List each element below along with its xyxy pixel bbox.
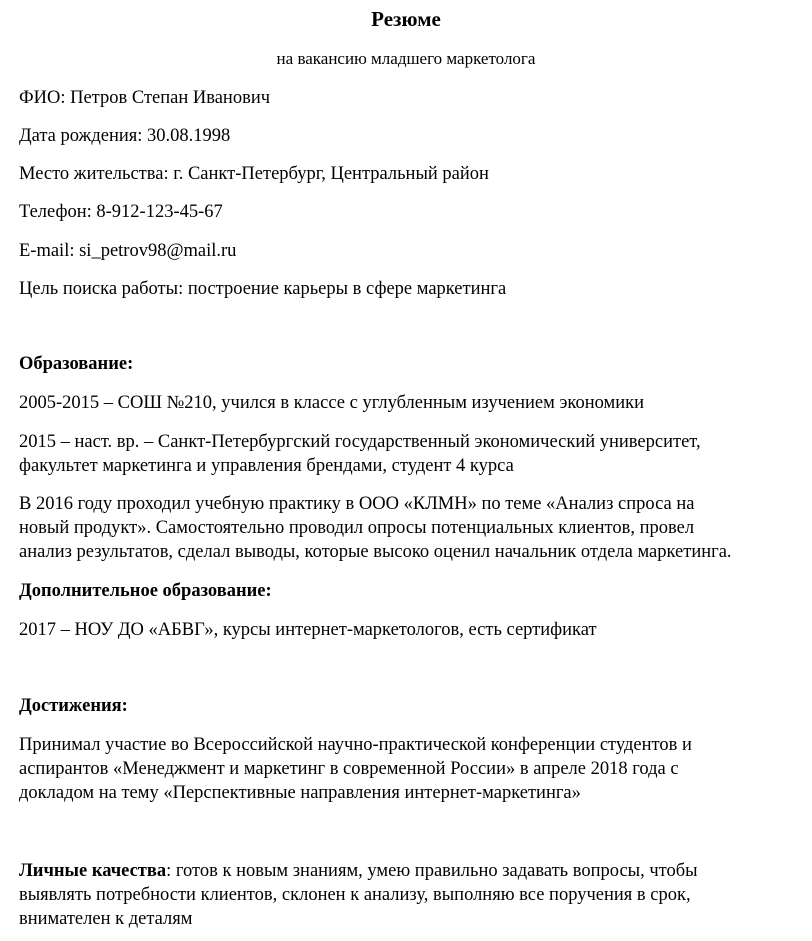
birth-date: Дата рождения: 30.08.1998	[19, 126, 231, 146]
personal-qualities-text: : готов к новым знаниям, умею правильно задавать вопросы, чтобы	[166, 861, 698, 881]
achievements-line: докладом на тему «Перспективные направления интернет-маркетинга»	[19, 783, 581, 803]
personal-qualities-line: выявлять потребности клиентов, склонен к анализу, выполняю все поручения в срок,	[19, 885, 691, 905]
personal-qualities-line: внимателен к деталям	[19, 909, 193, 929]
job-goal: Цель поиска работы: построение карьеры в сфере маркетинга	[19, 279, 507, 299]
full-name: ФИО: Петров Степан Иванович	[19, 88, 271, 108]
education-school: 2005-2015 – СОШ №210, учился в классе с углубленным изучением экономики	[19, 393, 644, 413]
additional-education-course: 2017 – НОУ ДО «АБВГ», курсы интернет-маркетологов, есть сертификат	[19, 620, 597, 640]
page-title: Резюме	[371, 7, 441, 31]
personal-qualities-line	[19, 860, 698, 882]
education-practice-line: В 2016 году проходил учебную практику в ООО «КЛМН» по теме «Анализ спроса на	[19, 494, 695, 514]
education-university-line: факультет маркетинга и управления брендами, студент 4 курса	[19, 456, 514, 476]
email: E-mail: si_petrov98@mail.ru	[19, 241, 237, 261]
additional-education-heading: Дополнительное образование:	[19, 581, 272, 601]
achievements-line: Принимал участие во Всероссийской научно-практической конференции студентов и	[19, 735, 692, 755]
education-heading: Образование:	[19, 354, 134, 374]
residence: Место жительства: г. Санкт-Петербург, Центральный район	[19, 164, 489, 184]
personal-qualities-label: Личные качества	[19, 861, 167, 881]
achievements-heading: Достижения:	[19, 696, 128, 716]
education-university-line: 2015 – наст. вр. – Санкт-Петербургский государственный экономический университет,	[19, 432, 701, 452]
education-practice-line: новый продукт». Самостоятельно проводил опросы потенциальных клиентов, провел	[19, 518, 695, 538]
page-subtitle: на вакансию младшего маркетолога	[276, 49, 536, 68]
phone: Телефон: 8-912-123-45-67	[19, 202, 223, 222]
achievements-line: аспирантов «Менеджмент и маркетинг в современной России» в апреле 2018 года с	[19, 759, 679, 779]
education-practice-line: анализ результатов, сделал выводы, которые высоко оценил начальник отдела маркетинга.	[19, 542, 732, 562]
